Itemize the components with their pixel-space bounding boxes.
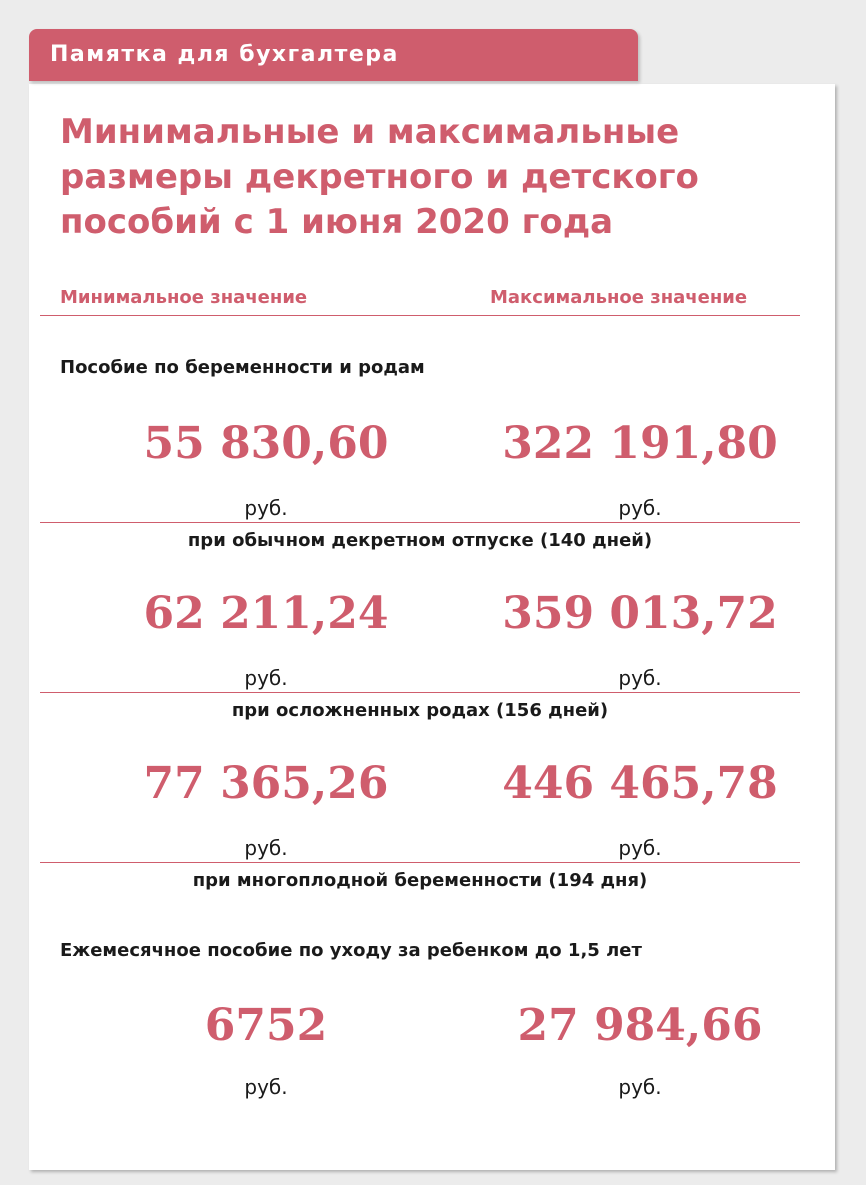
- header-divider: [40, 315, 800, 316]
- maternity-heading: Пособие по беременности и родам: [60, 357, 425, 378]
- maternity-multiple-min: 77 365,26: [143, 758, 389, 809]
- row-divider: [40, 692, 800, 693]
- currency-label: руб.: [618, 666, 662, 690]
- maternity-multiple-max: 446 465,78: [502, 758, 778, 809]
- currency-label: руб.: [244, 496, 288, 520]
- page-title: Минимальные и максимальные размеры декретного и детского пособий с 1 июня 2020 года: [60, 112, 699, 242]
- childcare-min: 6752: [204, 1000, 328, 1051]
- memo-tag: Памятка для бухгалтера: [29, 29, 638, 81]
- row-divider: [40, 522, 800, 523]
- currency-label: руб.: [244, 836, 288, 860]
- childcare-heading: Ежемесячное пособие по уходу за ребенком до 1,5 лет: [60, 940, 642, 961]
- maternity-complicated-min: 62 211,24: [143, 588, 389, 639]
- maternity-complicated-note: при осложненных родах (156 дней): [231, 700, 609, 721]
- maternity-normal-note: при обычном декретном отпуске (140 дней): [187, 530, 653, 551]
- currency-label: руб.: [244, 1075, 288, 1099]
- max-column-header: Максимальное значение: [490, 287, 748, 308]
- min-column-header: Минимальное значение: [60, 287, 308, 308]
- currency-label: руб.: [244, 666, 288, 690]
- maternity-normal-min: 55 830,60: [143, 418, 389, 469]
- currency-label: руб.: [618, 496, 662, 520]
- currency-label: руб.: [618, 836, 662, 860]
- row-divider: [40, 862, 800, 863]
- maternity-multiple-note: при многоплодной беременности (194 дня): [192, 870, 648, 891]
- childcare-max: 27 984,66: [517, 1000, 763, 1051]
- currency-label: руб.: [618, 1075, 662, 1099]
- maternity-normal-max: 322 191,80: [502, 418, 778, 469]
- maternity-complicated-max: 359 013,72: [502, 588, 778, 639]
